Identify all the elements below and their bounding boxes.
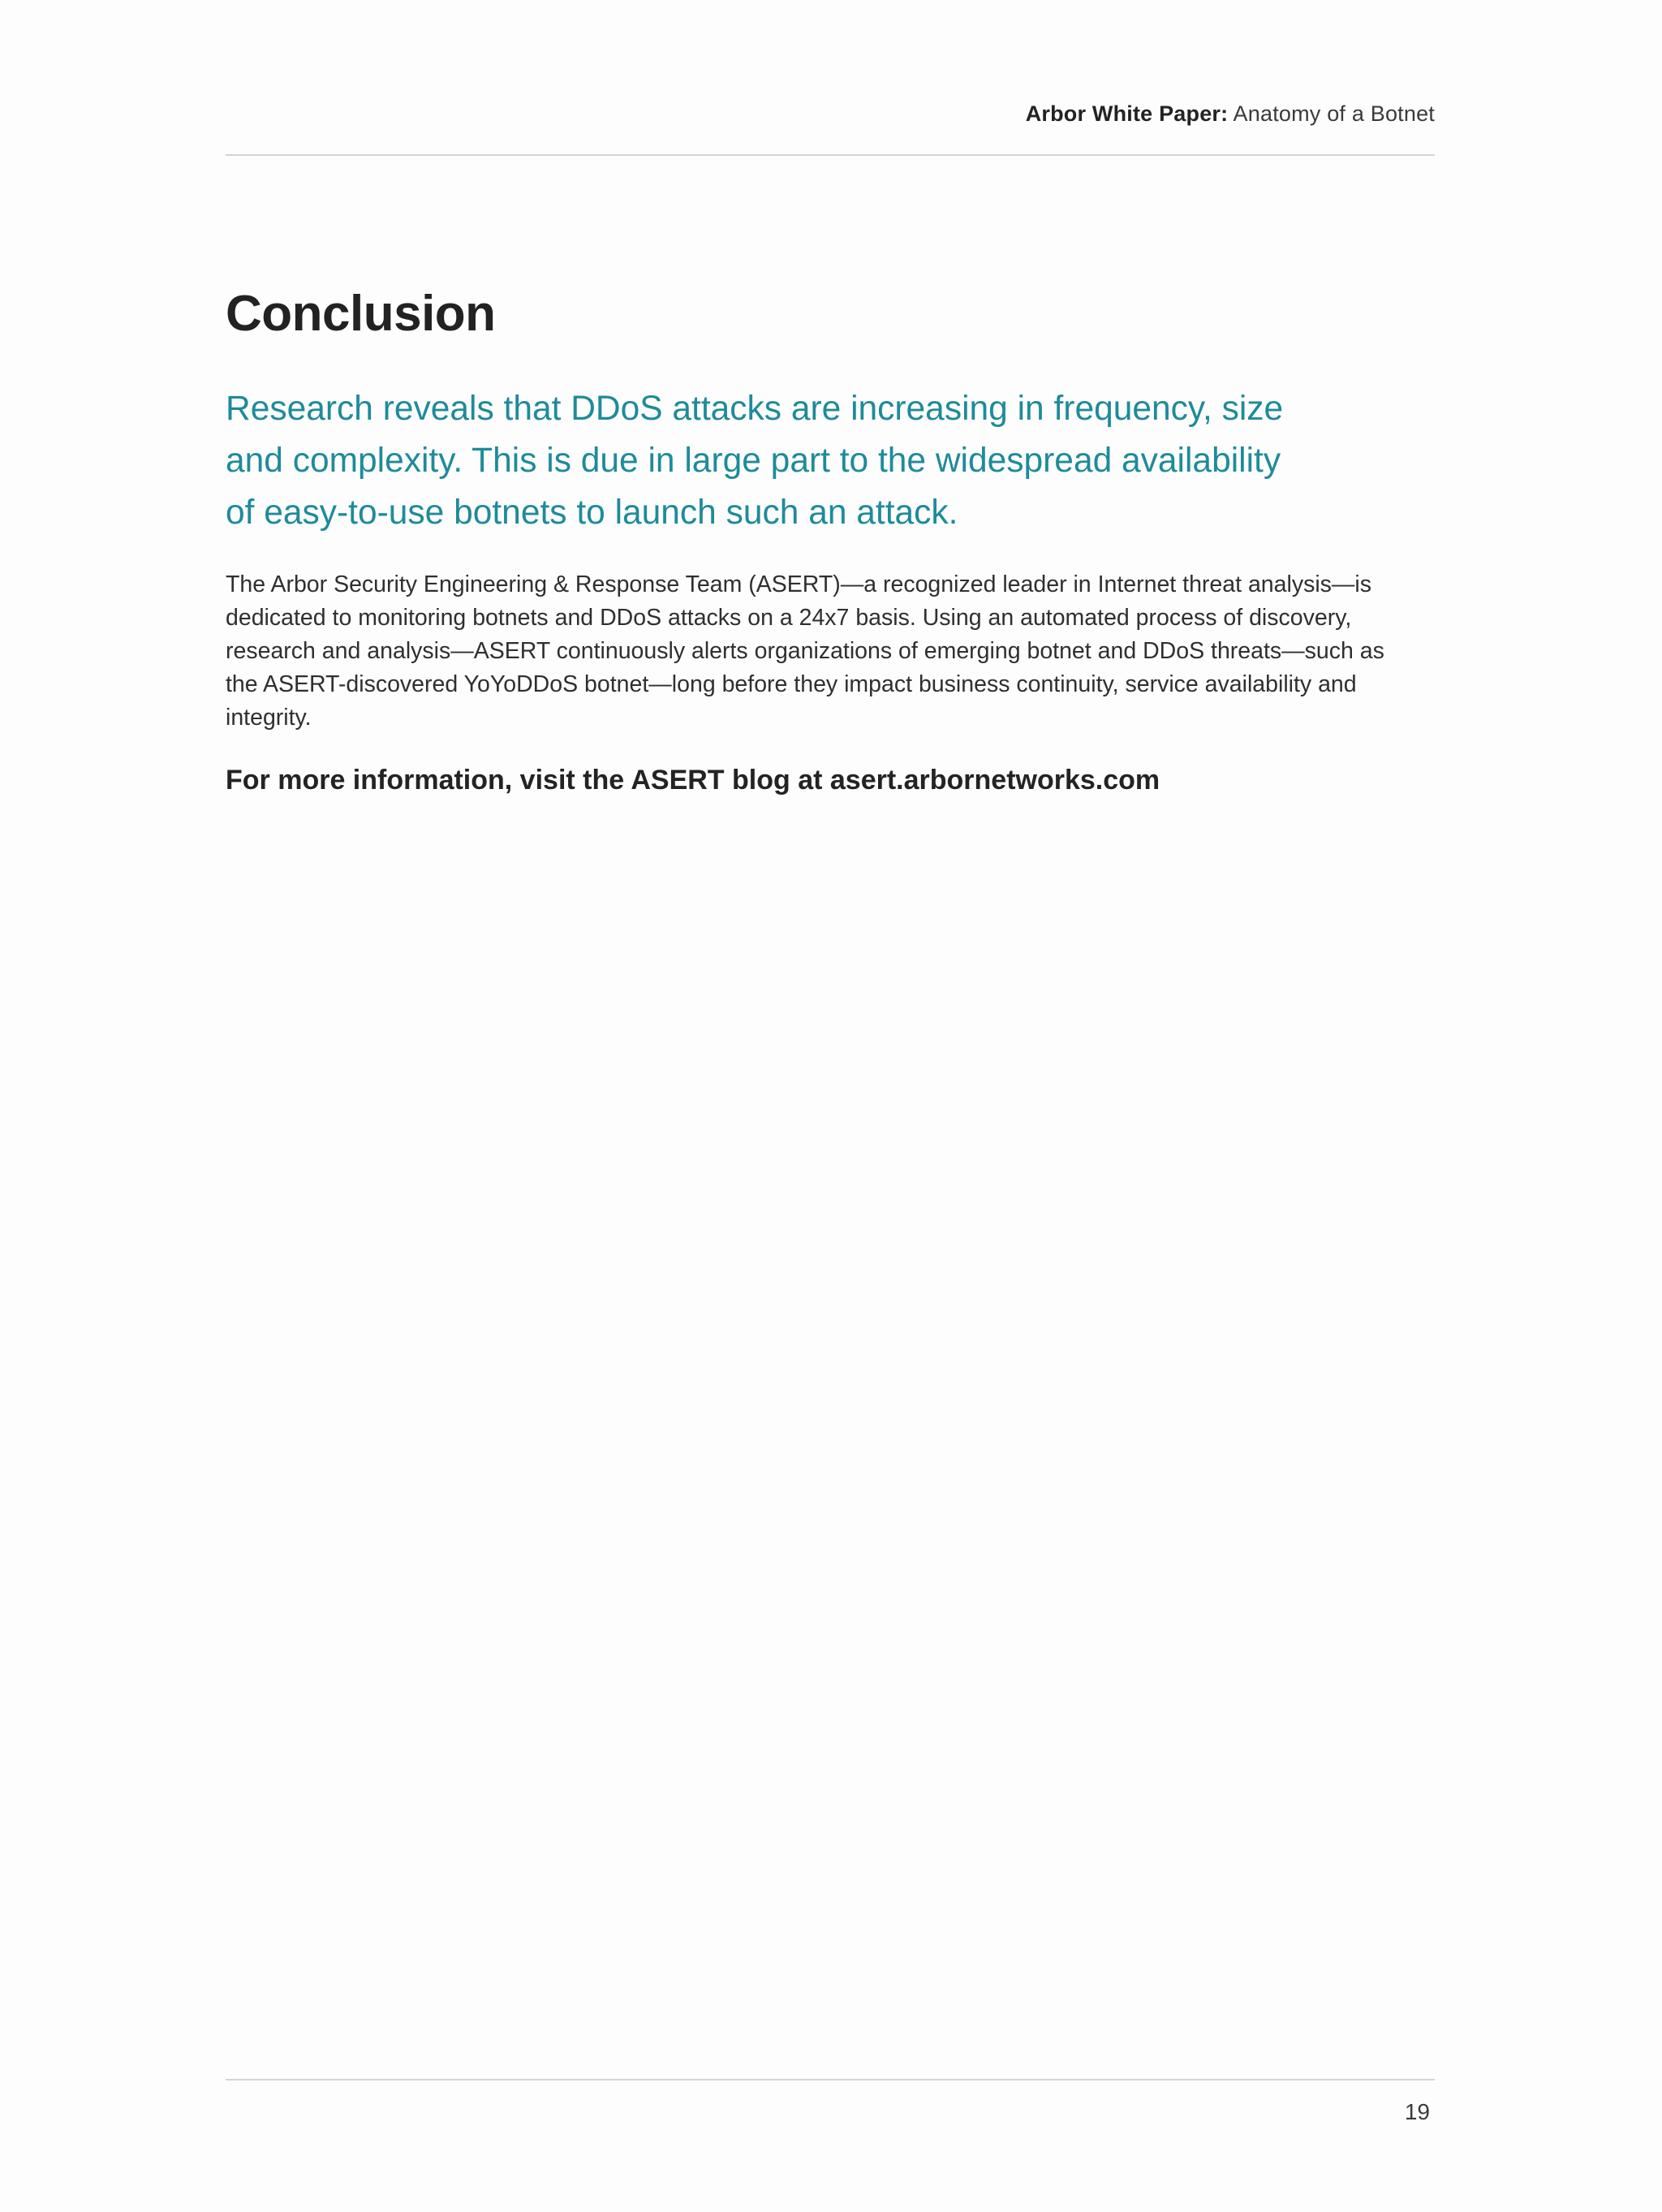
publication-label: Arbor White Paper:	[1025, 101, 1229, 126]
header-divider	[226, 154, 1435, 156]
intro-paragraph: Research reveals that DDoS attacks are increasing in frequency, size and complexity. This is due in large part to the widespread availability of easy-to-use botnets to launch such an attack.	[226, 390, 1284, 533]
body-paragraph: The Arbor Security Engineering & Response Team (ASERT)—a recognized leader in Internet threat analysis—is dedicated to monitoring botnets and DDoS attacks on a 24x7 basis. Using an automated process of discovery, research and analysis—ASERT continuously alerts organizations of emerging botnet and DDoS threats—such as the ASERT-discovered YoYoDDoS botnet—long before they impact business continuity, service availability and integrity.	[226, 571, 1384, 731]
running-header	[1026, 101, 1435, 127]
page-title: Conclusion	[226, 286, 496, 342]
main-content	[226, 284, 1419, 799]
more-info-callout: For more information, visit the ASERT blog at asert.arbornetworks.com	[226, 765, 1160, 796]
document-title: Anatomy of a Botnet	[1233, 101, 1435, 126]
footer-divider	[226, 2079, 1435, 2080]
page-number: 19	[1404, 2099, 1430, 2124]
